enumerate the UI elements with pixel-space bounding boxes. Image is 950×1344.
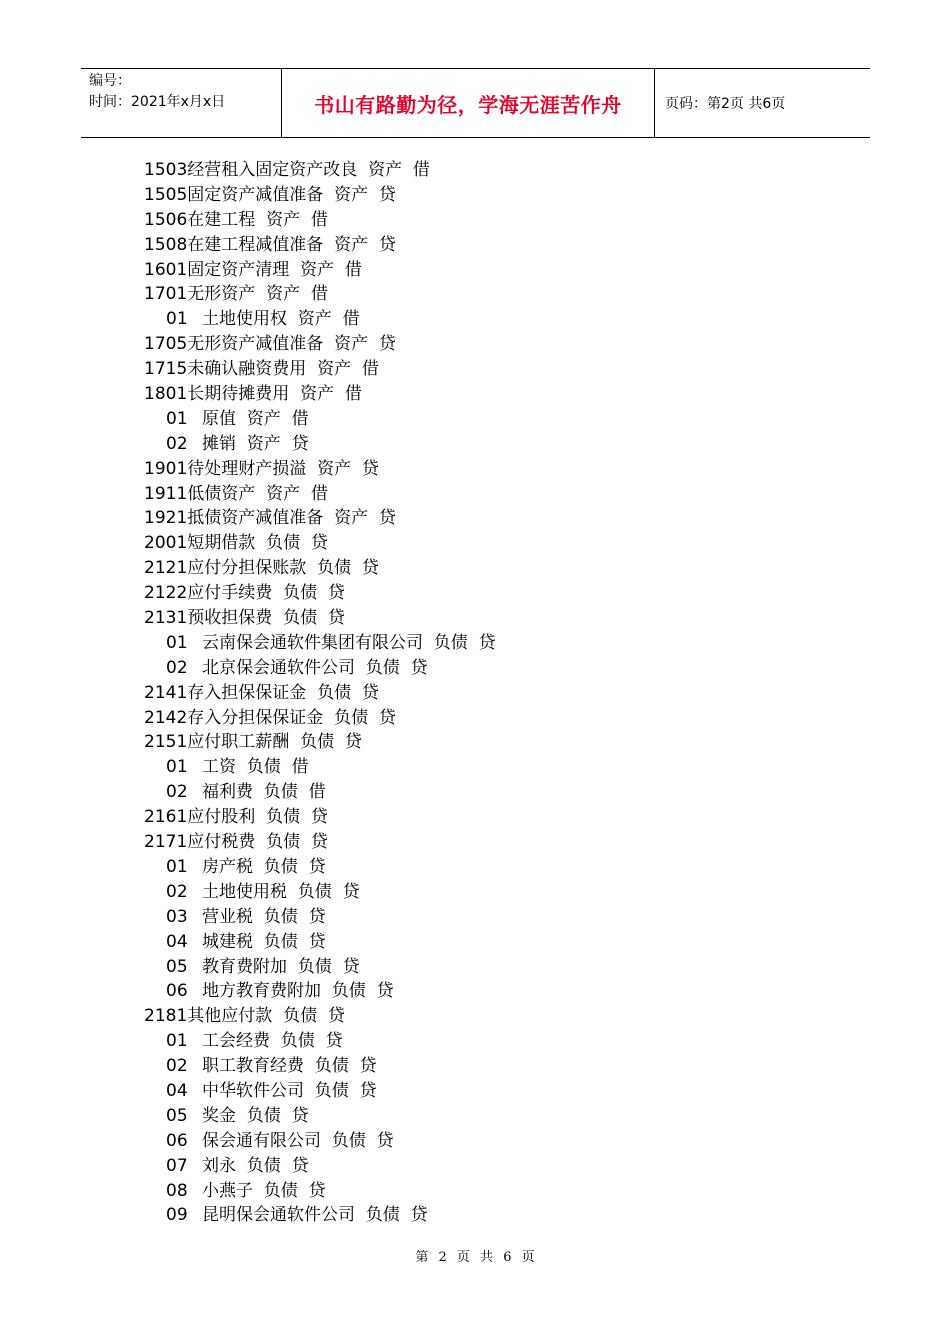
sub-account-row (144, 1029, 496, 1054)
account-code: 06 (166, 981, 188, 1002)
account-row (144, 531, 496, 556)
account-description: 工会经费 负债 贷 (202, 1031, 343, 1052)
account-description: 土地使用税 负债 贷 (202, 881, 360, 902)
account-description: 奖金 负债 贷 (202, 1105, 309, 1126)
account-description: 房产税 负债 贷 (202, 856, 326, 877)
sub-account-row (144, 1203, 496, 1228)
header-info-cell (81, 69, 282, 137)
account-row (144, 606, 496, 631)
account-description: 低债资产 资产 借 (187, 483, 328, 504)
account-row (144, 706, 496, 731)
account-code: 1506 (144, 209, 188, 230)
header-page-cell (655, 69, 870, 137)
account-description: 固定资产减值准备 资产 贷 (187, 184, 396, 205)
account-code: 04 (166, 1080, 188, 1101)
account-description: 福利费 负债 借 (202, 782, 326, 803)
account-code: 2151 (144, 732, 188, 753)
account-description: 工资 负债 借 (202, 757, 309, 778)
account-description: 职工教育经费 负债 贷 (202, 1056, 377, 1077)
account-code: 2131 (144, 608, 188, 629)
motto-text: 书山有路勤为径，学海无涯苦作舟 (314, 92, 622, 117)
account-code: 2171 (144, 832, 188, 853)
account-row (144, 258, 496, 283)
account-row (144, 482, 496, 507)
account-row (144, 158, 496, 183)
account-code: 01 (166, 1031, 188, 1052)
account-code: 02 (166, 657, 188, 678)
account-description: 中华软件公司 负债 贷 (202, 1080, 377, 1101)
account-description: 北京保会通软件公司 负债 贷 (202, 657, 428, 678)
sub-account-row (144, 1079, 496, 1104)
account-code: 1505 (144, 184, 188, 205)
account-code: 05 (166, 956, 188, 977)
account-description: 在建工程 资产 借 (187, 209, 328, 230)
account-code: 03 (166, 906, 188, 927)
account-code: 07 (166, 1155, 188, 1176)
account-row (144, 581, 496, 606)
sub-account-row (144, 1154, 496, 1179)
account-description: 预收担保费 负债 贷 (187, 608, 345, 629)
account-code: 1921 (144, 508, 188, 529)
account-code: 01 (166, 856, 188, 877)
account-code: 2001 (144, 533, 188, 554)
account-row (144, 382, 496, 407)
account-code: 1911 (144, 483, 188, 504)
account-description: 经营租入固定资产改良 资产 借 (187, 160, 430, 180)
account-description: 待处理财产损溢 资产 贷 (187, 458, 379, 479)
account-row (144, 730, 496, 755)
account-description: 应付税费 负债 贷 (187, 832, 328, 853)
account-list (144, 158, 496, 1228)
sub-account-row (144, 432, 496, 457)
account-description: 存入分担保保证金 负债 贷 (187, 707, 396, 728)
account-row (144, 506, 496, 531)
account-code: 1715 (144, 359, 188, 380)
account-code: 02 (166, 881, 188, 902)
account-code: 09 (166, 1205, 188, 1226)
account-code: 04 (166, 931, 188, 952)
sub-account-row (144, 780, 496, 805)
header-motto-cell (282, 69, 655, 137)
sub-account-row (144, 407, 496, 432)
account-code: 1508 (144, 234, 188, 255)
account-description: 摊销 资产 贷 (202, 433, 309, 454)
account-row (144, 233, 496, 258)
account-code: 01 (166, 408, 188, 429)
account-code: 1701 (144, 284, 188, 305)
account-code: 2122 (144, 583, 188, 604)
account-code: 1601 (144, 259, 188, 280)
account-row (144, 681, 496, 706)
account-code: 1705 (144, 334, 188, 355)
account-description: 抵债资产减值准备 资产 贷 (187, 508, 396, 529)
account-row (144, 830, 496, 855)
account-code: 1503 (144, 160, 188, 180)
sub-account-row (144, 905, 496, 930)
account-row (144, 282, 496, 307)
sub-account-row (144, 1104, 496, 1129)
sub-account-row (144, 930, 496, 955)
account-code: 2141 (144, 682, 188, 703)
account-description: 云南保会通软件集团有限公司 负债 贷 (202, 632, 496, 653)
account-description: 长期待摊费用 资产 借 (187, 384, 362, 405)
account-row (144, 332, 496, 357)
account-code: 06 (166, 1130, 188, 1151)
sub-account-row (144, 855, 496, 880)
account-description: 刘永 负债 贷 (202, 1155, 309, 1176)
account-code: 2161 (144, 807, 188, 828)
account-row (144, 183, 496, 208)
page-footer: 第 2 页 共 6 页 (415, 1250, 535, 1265)
sub-account-row (144, 1054, 496, 1079)
account-description: 小燕子 负债 贷 (202, 1180, 326, 1201)
account-description: 教育费附加 负债 贷 (202, 956, 360, 977)
account-code: 2121 (144, 558, 188, 579)
sub-account-row (144, 631, 496, 656)
sub-account-row (144, 656, 496, 681)
account-description: 营业税 负债 贷 (202, 906, 326, 927)
account-description: 地方教育费附加 负债 贷 (202, 981, 394, 1002)
account-code: 02 (166, 433, 188, 454)
account-description: 城建税 负债 贷 (202, 931, 326, 952)
document-number-label: 编号： (89, 73, 131, 89)
account-code: 02 (166, 782, 188, 803)
account-description: 应付股利 负债 贷 (187, 807, 328, 828)
account-description: 无形资产减值准备 资产 贷 (187, 334, 396, 355)
account-row (144, 357, 496, 382)
account-code: 08 (166, 1180, 188, 1201)
account-description: 短期借款 负债 贷 (187, 533, 328, 554)
account-description: 未确认融资费用 资产 借 (187, 359, 379, 380)
account-description: 在建工程减值准备 资产 贷 (187, 234, 396, 255)
account-description: 应付职工薪酬 负债 贷 (187, 732, 362, 753)
account-row (144, 208, 496, 233)
account-description: 原值 资产 借 (202, 408, 309, 429)
account-description: 存入担保保证金 负债 贷 (187, 682, 379, 703)
account-row (144, 805, 496, 830)
account-description: 昆明保会通软件公司 负债 贷 (202, 1205, 428, 1226)
sub-account-row (144, 1179, 496, 1204)
account-code: 01 (166, 632, 188, 653)
account-row (144, 1004, 496, 1029)
account-description: 无形资产 资产 借 (187, 284, 328, 305)
account-description: 土地使用权 资产 借 (202, 309, 360, 330)
account-code: 1901 (144, 458, 188, 479)
account-code: 02 (166, 1056, 188, 1077)
page-header (81, 68, 870, 138)
account-code: 01 (166, 757, 188, 778)
account-description: 应付手续费 负债 贷 (187, 583, 345, 604)
sub-account-row (144, 307, 496, 332)
account-row (144, 556, 496, 581)
account-description: 保会通有限公司 负债 贷 (202, 1130, 394, 1151)
account-code: 1801 (144, 384, 188, 405)
document-time-label: 时间：2021年x月x日 (89, 94, 226, 110)
account-row (144, 457, 496, 482)
sub-account-row (144, 880, 496, 905)
account-code: 2181 (144, 1006, 188, 1027)
header-page-number: 页码：第2页 共6页 (665, 96, 786, 112)
account-code: 05 (166, 1105, 188, 1126)
account-code: 01 (166, 309, 188, 330)
account-description: 应付分担保账款 负债 贷 (187, 558, 379, 579)
sub-account-row (144, 955, 496, 980)
account-description: 其他应付款 负债 贷 (187, 1006, 345, 1027)
account-description: 固定资产清理 资产 借 (187, 259, 362, 280)
account-code: 2142 (144, 707, 188, 728)
sub-account-row (144, 1129, 496, 1154)
sub-account-row (144, 979, 496, 1004)
sub-account-row (144, 755, 496, 780)
